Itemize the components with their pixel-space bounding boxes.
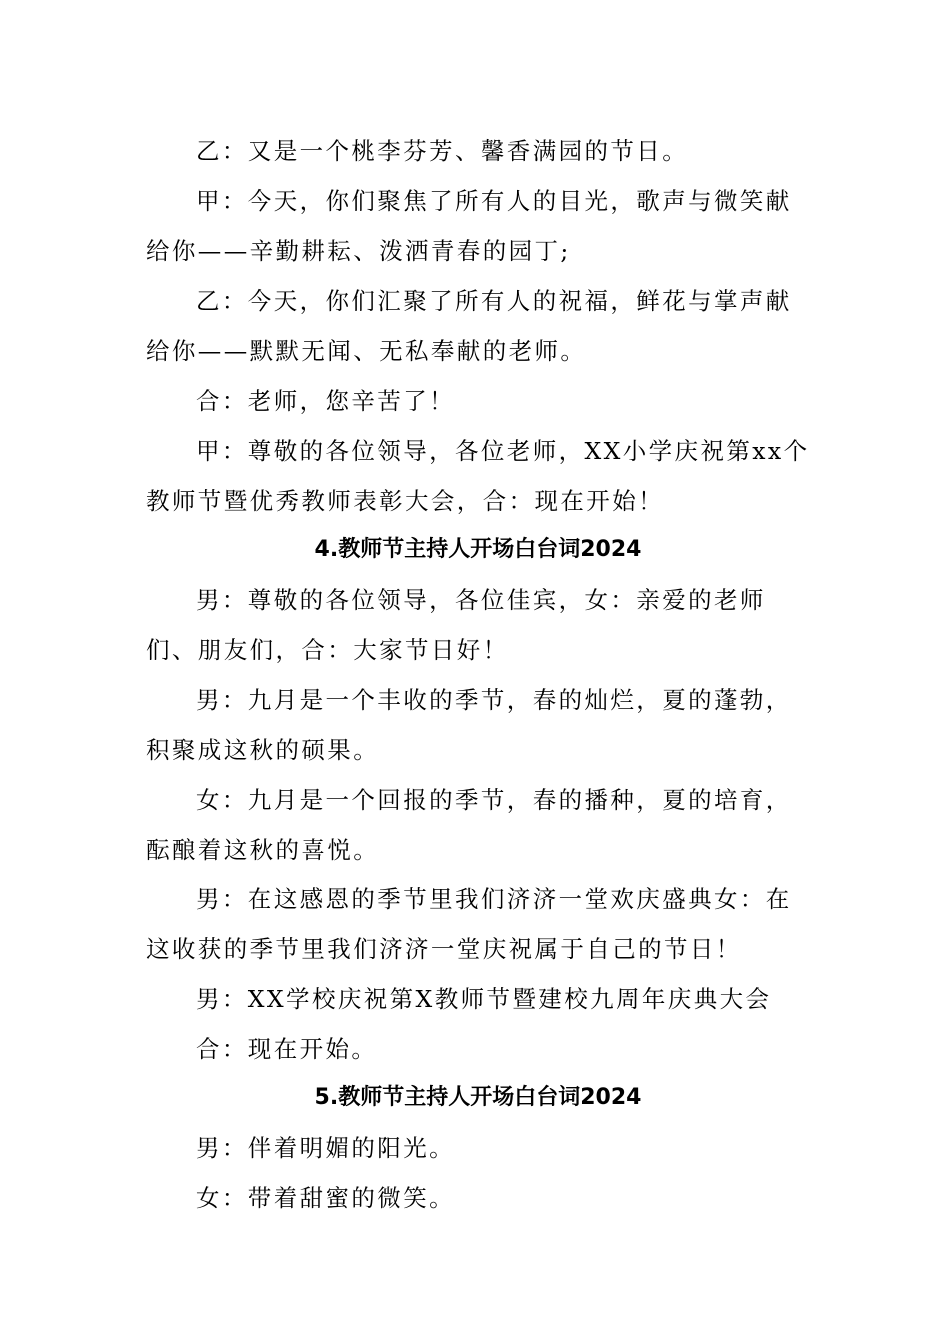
paragraph: 男：九月是一个丰收的季节，春的灿烂，夏的蓬勃，积聚成这秋的硕果。: [146, 686, 792, 764]
paragraph: 男：伴着明媚的阳光。: [196, 1134, 455, 1162]
paragraph: 女：带着甜蜜的微笑。: [196, 1184, 455, 1212]
section-heading: 5.教师节主持人开场白台词2024: [314, 1085, 642, 1110]
paragraph: 合：现在开始。: [196, 1035, 378, 1063]
paragraph: 甲：今天，你们聚焦了所有人的目光，歌声与微笑献给你——辛勤耕耘、泼洒青春的园丁;: [146, 187, 792, 265]
paragraph: 男：在这感恩的季节里我们济济一堂欢庆盛典女：在这收获的季节里我们济济一堂庆祝属于自己的节日！: [146, 885, 792, 963]
paragraph: 乙：又是一个桃李芬芳、馨香满园的节日。: [196, 137, 689, 165]
section-heading: 4.教师节主持人开场白台词2024: [314, 537, 642, 562]
paragraph: 乙：今天，你们汇聚了所有人的祝福，鲜花与掌声献给你——默默无闻、无私奉献的老师。: [146, 287, 792, 365]
paragraph: 男：XX学校庆祝第X教师节暨建校九周年庆典大会: [196, 985, 772, 1013]
paragraph: 合：老师，您辛苦了！: [196, 387, 455, 415]
paragraph: 女：九月是一个回报的季节，春的播种，夏的培育，酝酿着这秋的喜悦。: [146, 786, 792, 864]
paragraph: 男：尊敬的各位领导，各位佳宾，女：亲爱的老师们、朋友们，合：大家节日好！: [146, 586, 766, 664]
paragraph: 甲：尊敬的各位领导，各位老师，XX小学庆祝第xx个教师节暨优秀教师表彰大会，合：现在开始！: [146, 437, 810, 515]
